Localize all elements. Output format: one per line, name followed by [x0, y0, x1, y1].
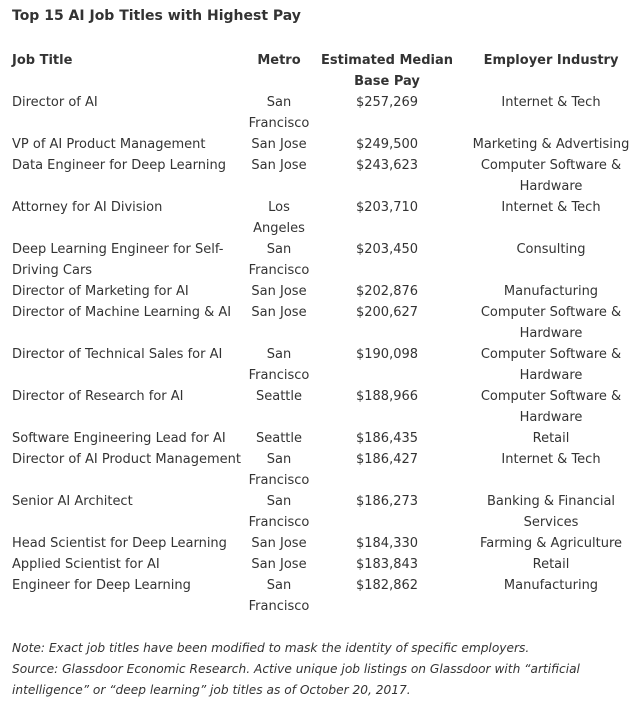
- cell-metro: San Francisco: [248, 347, 310, 383]
- cell-metro: Seattle: [255, 431, 303, 446]
- cell-job-title: Engineer for Deep Learning: [12, 578, 191, 593]
- table-row: [0, 428, 640, 449]
- cell-industry: Farming & Agriculture: [479, 536, 623, 551]
- cell-industry: Computer Software & Hardware: [480, 389, 622, 425]
- cell-job-title: Attorney for AI Division: [12, 200, 163, 215]
- cell-metro: San Jose: [251, 557, 307, 572]
- table-row: [0, 302, 640, 344]
- source-text-line-2: intelligence” or “deep learning” job titles as of October 20, 2017.: [12, 683, 411, 697]
- cell-pay: $203,710: [355, 200, 419, 215]
- cell-job-title: VP of AI Product Management: [12, 137, 206, 152]
- table-row: [0, 575, 640, 617]
- cell-industry: Internet & Tech: [501, 200, 601, 215]
- cell-industry: Marketing & Advertising: [472, 137, 630, 152]
- footnotes: [12, 638, 628, 701]
- cell-industry: Retail: [532, 431, 570, 446]
- cell-industry: Internet & Tech: [501, 452, 601, 467]
- cell-job-title: Director of Marketing for AI: [12, 284, 189, 299]
- cell-job-title: Deep Learning Engineer for Self-Driving Cars: [12, 242, 224, 278]
- table-row: [0, 533, 640, 554]
- table-row: [0, 281, 640, 302]
- cell-metro: San Jose: [251, 158, 307, 173]
- cell-metro: San Jose: [251, 137, 307, 152]
- cell-industry: Manufacturing: [503, 578, 599, 593]
- cell-pay: $203,450: [355, 242, 419, 257]
- source-text-line-1: Source: Glassdoor Economic Research. Active unique job listings on Glassdoor with “artificial: [12, 662, 580, 676]
- cell-metro: San Francisco: [248, 452, 310, 488]
- cell-metro: Seattle: [255, 389, 303, 404]
- cell-pay: $200,627: [355, 305, 419, 320]
- cell-pay: $188,966: [355, 389, 419, 404]
- table-row: [0, 239, 640, 281]
- cell-job-title: Applied Scientist for AI: [12, 557, 160, 572]
- cell-industry: Computer Software & Hardware: [480, 158, 622, 194]
- cell-job-title: Director of AI Product Management: [12, 452, 242, 467]
- cell-pay: $243,623: [355, 158, 419, 173]
- cell-industry: Banking & Financial Services: [486, 494, 616, 530]
- cell-pay: $182,862: [355, 578, 419, 593]
- table-row: [0, 386, 640, 428]
- cell-job-title: Director of Research for AI: [12, 389, 184, 404]
- table-body: [0, 92, 640, 617]
- cell-pay: $183,843: [355, 557, 419, 572]
- cell-job-title: Director of AI: [12, 95, 98, 110]
- cell-pay: $257,269: [355, 95, 419, 110]
- cell-pay: $190,098: [355, 347, 419, 362]
- cell-metro: San Francisco: [248, 494, 310, 530]
- table-title: Top 15 AI Job Titles with Highest Pay: [12, 8, 301, 24]
- table-row: [0, 449, 640, 491]
- cell-industry: Internet & Tech: [501, 95, 601, 110]
- cell-pay: $184,330: [355, 536, 419, 551]
- cell-metro: San Jose: [251, 284, 307, 299]
- cell-metro: San Jose: [251, 305, 307, 320]
- cell-industry: Computer Software & Hardware: [480, 347, 622, 383]
- cell-job-title: Senior AI Architect: [12, 494, 133, 509]
- cell-metro: San Jose: [251, 536, 307, 551]
- header-metro: Metro: [257, 53, 301, 68]
- cell-industry: Computer Software & Hardware: [480, 305, 622, 341]
- header-row: [0, 50, 640, 92]
- table-row: [0, 491, 640, 533]
- cell-job-title: Software Engineering Lead for AI: [12, 431, 226, 446]
- cell-job-title: Director of Technical Sales for AI: [12, 347, 223, 362]
- table-row: [0, 134, 640, 155]
- cell-pay: $186,273: [355, 494, 419, 509]
- header-industry: Employer Industry: [483, 53, 619, 68]
- table-row: [0, 344, 640, 386]
- cell-metro: Los Angeles: [253, 200, 305, 236]
- cell-job-title: Director of Machine Learning & AI: [12, 305, 232, 320]
- header-job-title: Job Title: [12, 53, 73, 68]
- table-row: [0, 554, 640, 575]
- cell-metro: San Francisco: [248, 95, 310, 131]
- header-pay: Estimated Median Base Pay: [320, 53, 453, 89]
- cell-pay: $249,500: [355, 137, 419, 152]
- note-text: Note: Exact job titles have been modified to mask the identity of specific employers.: [12, 641, 530, 655]
- salary-table: [0, 50, 640, 617]
- cell-metro: San Francisco: [248, 578, 310, 614]
- cell-pay: $202,876: [355, 284, 419, 299]
- cell-industry: Retail: [532, 557, 570, 572]
- table-row: [0, 155, 640, 197]
- cell-industry: Manufacturing: [503, 284, 599, 299]
- cell-industry: Consulting: [516, 242, 586, 257]
- cell-metro: San Francisco: [248, 242, 310, 278]
- cell-pay: $186,435: [355, 431, 419, 446]
- cell-pay: $186,427: [355, 452, 419, 467]
- table-row: [0, 92, 640, 134]
- table-row: [0, 197, 640, 239]
- table-header: [0, 50, 640, 92]
- cell-job-title: Head Scientist for Deep Learning: [12, 536, 227, 551]
- cell-job-title: Data Engineer for Deep Learning: [12, 158, 227, 173]
